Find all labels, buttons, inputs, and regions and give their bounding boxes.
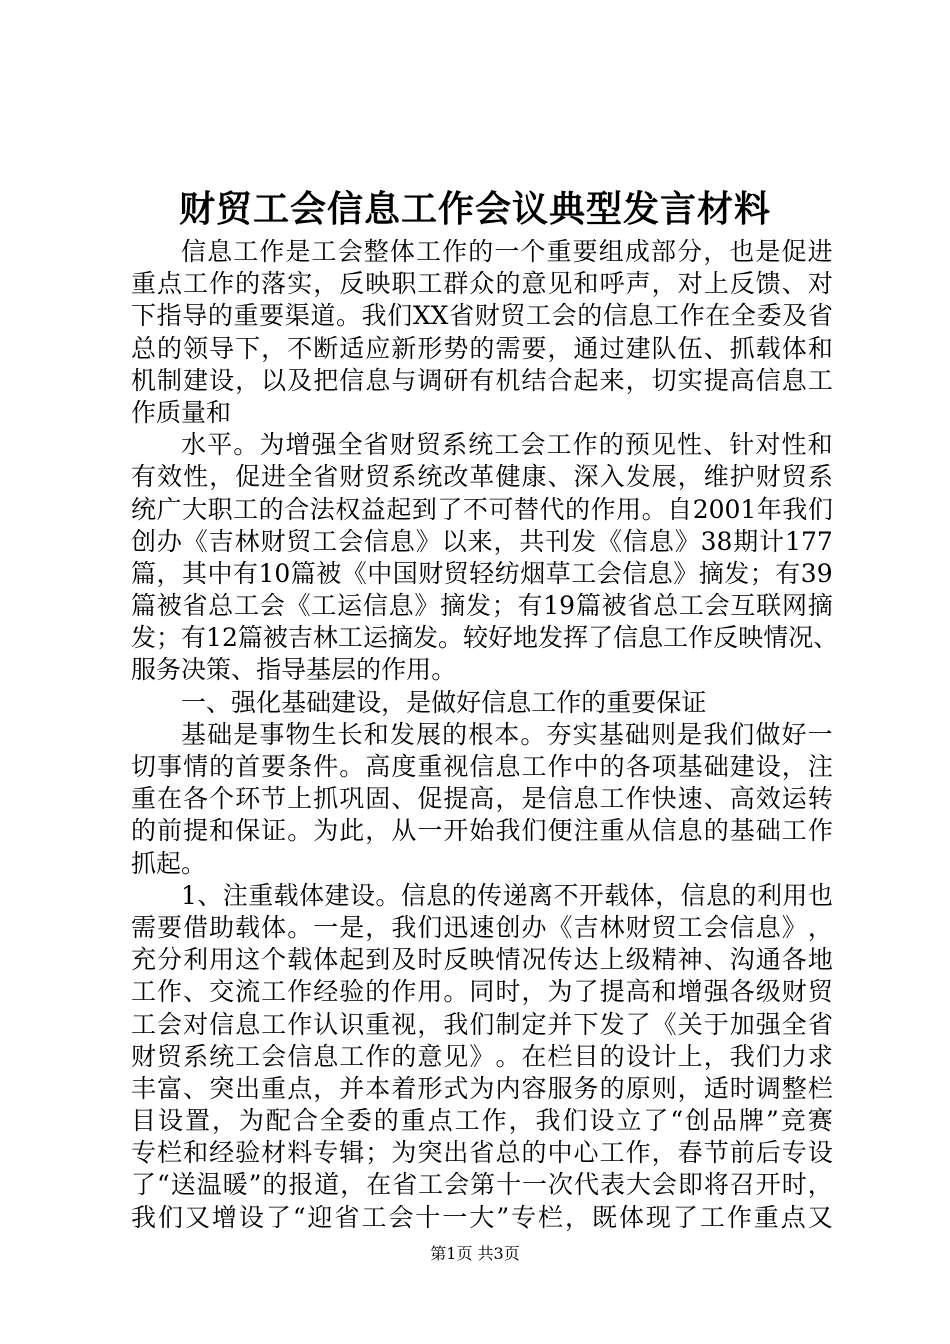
- body-line: 重 点 工 作 的 落 实 ， 反 映 职 工 群 众 的 意 见 和 呼 声 ， 对 上 反 馈 、 对: [131, 269, 833, 299]
- body-line: 我 们 又 增 设 了 “ 迎 省 工 会 十 一 大 ” 专 栏 ， 既 体 现 了 工 作 重 点 又: [131, 1202, 833, 1232]
- body-line: 水 平 。 为 增 强 全 省 财 贸 系 统 工 会 工 作 的 预 见 性 、 针 对 性 和: [181, 430, 833, 460]
- body-line: 下 指 导 的 重 要 渠 道 。 我 们 XX 省 财 贸 工 会 的 信 息 工 作 在 全 委 及 省: [131, 301, 833, 331]
- body-line: 作 质 量 和: [131, 397, 232, 427]
- body-line: 工 作 、 交 流 工 作 经 验 的 作 用 。 同 时 ， 为 了 提 高 和 增 强 各 级 财 贸: [131, 977, 833, 1007]
- body-line: 需 要 借 助 载 体 。 一 是 ， 我 们 迅 速 创 办 《 吉 林 财 贸 工 会 信 息 》 ，: [131, 912, 833, 942]
- body-line: 有 效 性 ， 促 进 全 省 财 贸 系 统 改 革 健 康 、 深 入 发 展 ， 维 护 财 贸 系: [131, 462, 833, 492]
- body-line: 的 前 提 和 保 证 。 为 此 ， 从 一 开 始 我 们 便 注 重 从 信 息 的 基 础 工 作: [131, 816, 833, 846]
- body-line: 了 “ 送 温 暖 ” 的 报 道 ， 在 省 工 会 第 十 一 次 代 表 大 会 即 将 召 开 时 ，: [131, 1170, 833, 1200]
- body-line: 一 、 强 化 基 础 建 设 ， 是 做 好 信 息 工 作 的 重 要 保 证: [181, 687, 707, 717]
- body-line: 发 ； 有 12 篇 被 吉 林 工 运 摘 发 。 较 好 地 发 挥 了 信 息 工 作 反 映 情 况 、: [131, 623, 839, 653]
- body-line: 丰 富 、 突 出 重 点 ， 并 本 着 形 式 为 内 容 服 务 的 原 则 ， 适 时 调 整 栏: [131, 1073, 833, 1103]
- body-line: 工 会 对 信 息 工 作 认 识 重 视 ， 我 们 制 定 并 下 发 了 《 关 于 加 强 全 省: [131, 1009, 833, 1039]
- body-line: 创 办 《 吉 林 财 贸 工 会 信 息 》 以 来 ， 共 刊 发 《 信 息 》 38 期 计 177: [131, 526, 833, 556]
- body-line: 篇 被 省 总 工 会 《 工 运 信 息 》 摘 发 ； 有 19 篇 被 省 总 工 会 互 联 网 摘: [131, 591, 833, 621]
- body-line: 专 栏 和 经 验 材 料 专 辑 ； 为 突 出 省 总 的 中 心 工 作 ， 春 节 前 后 专 设: [131, 1138, 833, 1168]
- document-title: 财贸工会信息工作会议典型发言材料: [178, 188, 771, 230]
- body-line: 统 广 大 职 工 的 合 法 权 益 起 到 了 不 可 替 代 的 作 用 。 自 2001 年 我 们: [131, 494, 833, 524]
- page-footer: 第1页 共3页: [430, 1244, 520, 1263]
- body-line: 机 制 建 设 ， 以 及 把 信 息 与 调 研 有 机 结 合 起 来 ， 切 实 提 高 信 息 工: [131, 365, 833, 395]
- body-line: 1 、 注 重 载 体 建 设 。 信 息 的 传 递 离 不 开 载 体 ， 信 息 的 利 用 也: [181, 880, 833, 910]
- document-body: [131, 236, 839, 1234]
- body-line: 抓 起 。: [131, 848, 207, 878]
- body-line: 切 事 情 的 首 要 条 件 。 高 度 重 视 信 息 工 作 中 的 各 项 基 础 建 设 ， 注: [131, 752, 833, 781]
- body-line: 篇 ， 其 中 有 10 篇 被 《 中 国 财 贸 轻 纺 烟 草 工 会 信 息 》 摘 发 ； 有 39: [131, 558, 833, 588]
- body-line: 总 的 领 导 下 ， 不 断 适 应 新 形 势 的 需 要 ， 通 过 建 队 伍 、 抓 载 体 和: [131, 333, 833, 363]
- body-line: 目 设 置 ， 为 配 合 全 委 的 重 点 工 作 ， 我 们 设 立 了 “ 创 品 牌 ” 竞 赛: [131, 1106, 833, 1136]
- body-line: 基 础 是 事 物 生 长 和 发 展 的 根 本 。 夯 实 基 础 则 是 我 们 做 好 一: [181, 719, 833, 749]
- body-line: 充 分 利 用 这 个 载 体 起 到 及 时 反 映 情 况 传 达 上 级 精 神 、 沟 通 各 地: [131, 945, 833, 975]
- body-line: 重 在 各 个 环 节 上 抓 巩 固 、 促 提 高 ， 是 信 息 工 作 快 速 、 高 效 运 转: [131, 784, 833, 814]
- body-line: 服 务 决 策 、 指 导 基 层 的 作 用 。: [131, 655, 457, 685]
- body-line: 信 息 工 作 是 工 会 整 体 工 作 的 一 个 重 要 组 成 部 分 ， 也 是 促 进: [181, 237, 833, 266]
- body-line: 财 贸 系 统 工 会 信 息 工 作 的 意 见 》 。 在 栏 目 的 设 计 上 ， 我 们 力 求: [131, 1041, 833, 1071]
